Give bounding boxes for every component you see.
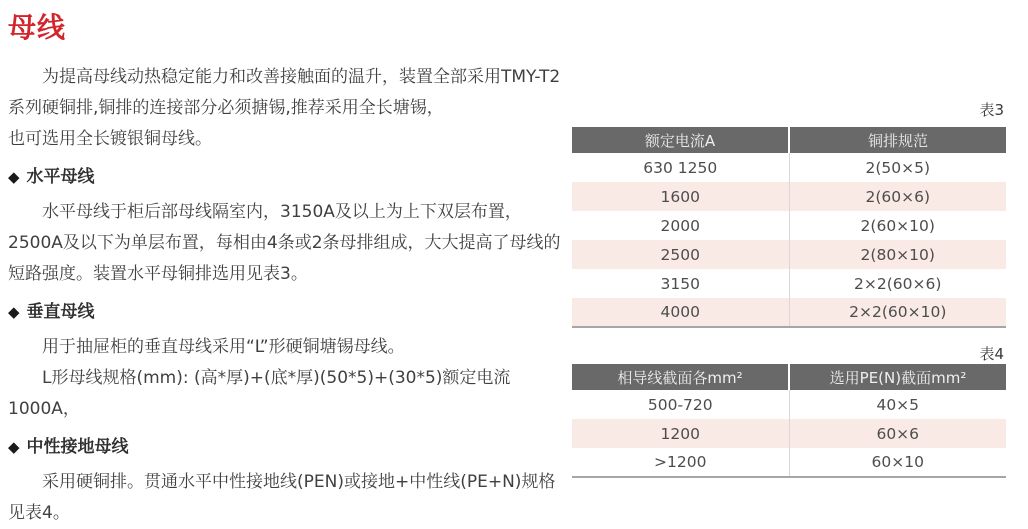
paragraph-line: 也可选用全长镀银铜母线。 xyxy=(8,129,212,149)
section-heading-label: 中性接地母线 xyxy=(26,437,129,457)
diamond-bullet-icon: ◆ xyxy=(8,168,20,186)
table-pe-n-spec xyxy=(572,364,1006,478)
table-cell: 60×6 xyxy=(789,419,1006,448)
page-title: 母线 xyxy=(8,11,67,44)
neutral-ground-busbar-paragraph xyxy=(8,467,568,529)
paragraph-line: 2500A及以下为单层布置，每相由4条或2条母排组成，大大提高了母线的 xyxy=(8,233,561,253)
text-column xyxy=(8,6,568,529)
paragraph-line: 水平母线于柜后部母线隔室内，3150A及以上为上下双层布置， xyxy=(42,202,522,222)
table-row xyxy=(572,419,1006,448)
table-cell: 2(80×10) xyxy=(789,240,1006,269)
section-heading-vertical-busbar xyxy=(8,299,568,325)
table-row xyxy=(572,298,1006,327)
diamond-bullet-icon: ◆ xyxy=(8,303,20,321)
table-cell: >1200 xyxy=(572,448,789,477)
diamond-bullet-icon: ◆ xyxy=(8,438,20,456)
section-heading-label: 垂直母线 xyxy=(26,302,95,322)
paragraph-line: 为提高母线动热稳定能力和改善接触面的温升，装置全部采用TMY-T2系列硬铜排,铜排的连接部分必须搪锡,推荐采用全长塘锡， xyxy=(8,67,561,118)
table-row xyxy=(572,448,1006,477)
table-cell: 2(60×10) xyxy=(789,211,1006,240)
table-row xyxy=(572,182,1006,211)
table-cell: 2(60×6) xyxy=(789,182,1006,211)
table-cell: 1600 xyxy=(572,182,789,211)
table-cell: 60×10 xyxy=(789,448,1006,477)
table-cell: 2500 xyxy=(572,240,789,269)
paragraph-line: 用于抽屉柜的垂直母线采用“L”形硬铜塘锡母线。 xyxy=(42,337,405,357)
intro-paragraph xyxy=(8,62,568,155)
table-cell: 40×5 xyxy=(789,390,1006,419)
table-cell: 4000 xyxy=(572,298,789,327)
paragraph-line: 采用硬铜排。贯通水平中性接地线(PEN)或接地+中性线(PE+N)规格 xyxy=(42,472,556,492)
paragraph-line: 见表4。 xyxy=(8,503,70,523)
table-row xyxy=(572,240,1006,269)
table-row xyxy=(572,153,1006,182)
table-row xyxy=(572,269,1006,298)
table3-label: 表3 xyxy=(979,101,1004,119)
table-cell: 2000 xyxy=(572,211,789,240)
table-cell: 2×2(60×10) xyxy=(789,298,1006,327)
table-cell: 3150 xyxy=(572,269,789,298)
table-busbar-spec xyxy=(572,127,1006,328)
table-header-row xyxy=(572,127,1006,153)
table-cell: 500-720 xyxy=(572,390,789,419)
table-header-cell: 选用PE(N)截面mm² xyxy=(789,364,1006,390)
table-header-cell: 额定电流A xyxy=(572,127,789,153)
table-header-cell: 铜排规范 xyxy=(789,127,1006,153)
table4-label: 表4 xyxy=(979,345,1004,363)
paragraph-line: L形母线规格(mm): (高*厚)+(底*厚)(50*5)+(30*5)额定电流1000A， xyxy=(8,368,511,419)
table-cell: 2×2(60×6) xyxy=(789,269,1006,298)
section-heading-label: 水平母线 xyxy=(26,167,95,187)
table-header-row xyxy=(572,364,1006,390)
table-cell: 630 1250 xyxy=(572,153,789,182)
section-heading-neutral-ground-busbar xyxy=(8,434,568,460)
table-row xyxy=(572,390,1006,419)
paragraph-line: 短路强度。装置水平母铜排选用见表3。 xyxy=(8,264,308,284)
table-cell: 1200 xyxy=(572,419,789,448)
table-row xyxy=(572,211,1006,240)
horizontal-busbar-paragraph xyxy=(8,197,568,290)
vertical-busbar-paragraph xyxy=(8,332,568,425)
table-header-cell: 相导线截面各mm² xyxy=(572,364,789,390)
section-heading-horizontal-busbar xyxy=(8,164,568,190)
table-cell: 2(50×5) xyxy=(789,153,1006,182)
